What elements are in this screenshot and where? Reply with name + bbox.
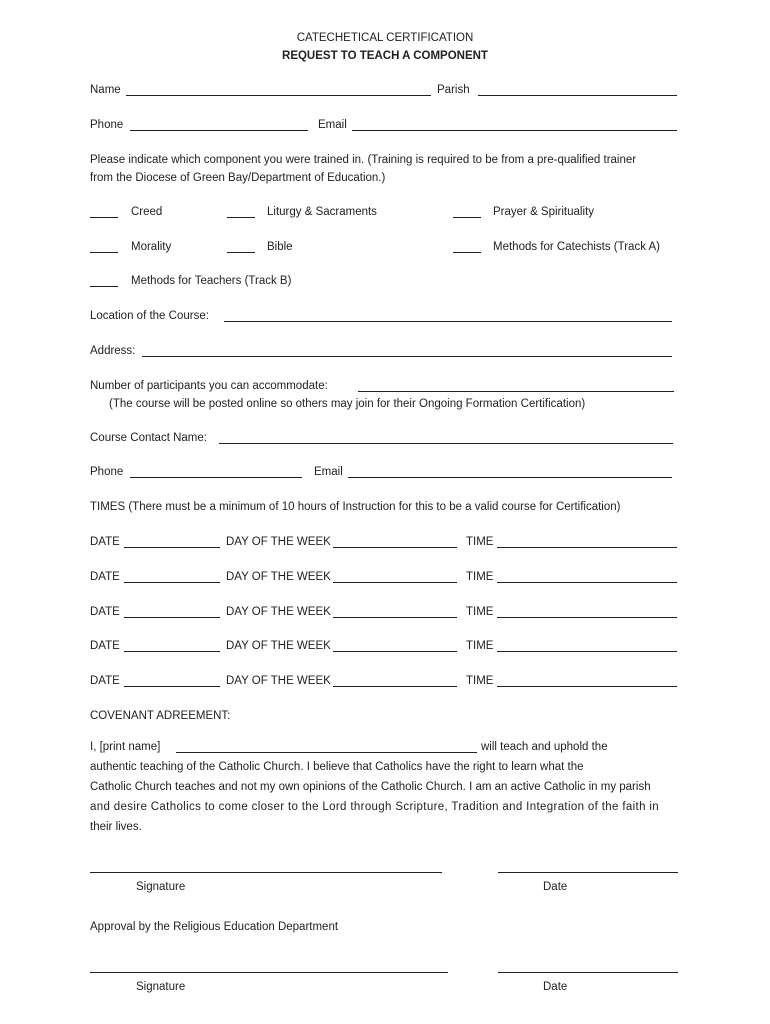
contact-field[interactable] (219, 443, 673, 444)
time-field[interactable] (497, 617, 677, 618)
day-field[interactable] (333, 617, 457, 618)
date-field[interactable] (124, 686, 220, 687)
time-field[interactable] (497, 582, 677, 583)
covenant-will: will teach and uphold the (481, 741, 608, 753)
date-field[interactable] (124, 651, 220, 652)
signature-label: Signature (136, 881, 186, 893)
date-field[interactable] (124, 617, 220, 618)
signature-field[interactable] (90, 872, 442, 873)
email-label: Email (318, 119, 347, 131)
date-field[interactable] (124, 547, 220, 548)
time-field[interactable] (497, 547, 677, 548)
course-phone-label: Phone (90, 466, 124, 478)
prayer-checkbox[interactable] (453, 217, 481, 218)
methods-catechists-checkbox[interactable] (453, 252, 481, 253)
date-label: DATE (90, 571, 120, 583)
time-label: TIME (466, 640, 494, 652)
liturgy-label: Liturgy & Sacraments (267, 206, 377, 218)
form-title: CATECHETICAL CERTIFICATION (296, 32, 474, 44)
methods-teachers-label: Methods for Teachers (Track B) (131, 275, 292, 287)
time-label: TIME (466, 536, 494, 548)
covenant-line-3: Catholic Church teaches and not my own opinions of the Catholic Church. I am an active Catholic in my parish (90, 781, 651, 793)
covenant-intro: I, [print name] (90, 741, 161, 753)
covenant-line-5: their lives. (90, 821, 142, 833)
date-label: DATE (90, 675, 120, 687)
email-field[interactable] (352, 130, 677, 131)
approval-signature-field[interactable] (90, 972, 448, 973)
creed-checkbox[interactable] (90, 217, 118, 218)
approval-date-label: Date (543, 981, 568, 993)
day-label: DAY OF THE WEEK (226, 571, 331, 583)
time-label: TIME (466, 675, 494, 687)
creed-label: Creed (131, 206, 163, 218)
signature-date-field[interactable] (498, 872, 678, 873)
phone-field[interactable] (130, 130, 308, 131)
covenant-heading: COVENANT ADREEMENT: (90, 710, 231, 722)
course-email-field[interactable] (348, 477, 672, 478)
name-field[interactable] (126, 95, 431, 96)
prayer-label: Prayer & Spirituality (493, 206, 594, 218)
morality-checkbox[interactable] (90, 252, 118, 253)
day-label: DAY OF THE WEEK (226, 675, 331, 687)
name-label: Name (90, 84, 121, 96)
contact-label: Course Contact Name: (90, 432, 207, 444)
day-label: DAY OF THE WEEK (226, 606, 331, 618)
covenant-line-4: and desire Catholics to come closer to the Lord through Scripture, Tradition and Integration of the faith in (90, 801, 660, 813)
participants-field[interactable] (358, 391, 674, 392)
location-field[interactable] (224, 321, 672, 322)
participants-label: Number of participants you can accommodate: (90, 380, 328, 392)
date-label: DATE (90, 640, 120, 652)
time-label: TIME (466, 571, 494, 583)
day-field[interactable] (333, 686, 457, 687)
day-field[interactable] (333, 547, 457, 548)
phone-label: Phone (90, 119, 124, 131)
date-label: DATE (90, 536, 120, 548)
location-label: Location of the Course: (90, 310, 209, 322)
time-field[interactable] (497, 686, 677, 687)
times-heading: TIMES (There must be a minimum of 10 hours of Instruction for this to be a valid course for Certification) (90, 501, 621, 513)
approval-date-field[interactable] (498, 972, 678, 973)
day-field[interactable] (333, 582, 457, 583)
instructions-line-2: from the Diocese of Green Bay/Department of Education.) (90, 172, 386, 184)
approval-label: Approval by the Religious Education Department (90, 921, 339, 933)
course-email-label: Email (314, 466, 343, 478)
date-field[interactable] (124, 582, 220, 583)
liturgy-checkbox[interactable] (227, 217, 255, 218)
instructions-line-1: Please indicate which component you were trained in. (Training is required to be from a pre-qualified trainer (90, 154, 637, 166)
form-subtitle: REQUEST TO TEACH A COMPONENT (282, 50, 488, 62)
methods-teachers-checkbox[interactable] (90, 286, 118, 287)
morality-label: Morality (131, 241, 172, 253)
bible-checkbox[interactable] (227, 252, 255, 253)
course-phone-field[interactable] (130, 477, 302, 478)
address-field[interactable] (142, 356, 672, 357)
time-field[interactable] (497, 651, 677, 652)
day-field[interactable] (333, 651, 457, 652)
approval-signature-label: Signature (136, 981, 186, 993)
participants-note: (The course will be posted online so others may join for their Ongoing Formation Certification) (109, 398, 586, 410)
parish-field[interactable] (478, 95, 677, 96)
day-label: DAY OF THE WEEK (226, 640, 331, 652)
date-label: DATE (90, 606, 120, 618)
address-label: Address: (90, 345, 136, 357)
covenant-line-2: authentic teaching of the Catholic Church. I believe that Catholics have the right to learn what the (90, 761, 584, 773)
bible-label: Bible (267, 241, 293, 253)
signature-date-label: Date (543, 881, 568, 893)
parish-label: Parish (437, 84, 470, 96)
methods-catechists-label: Methods for Catechists (Track A) (493, 241, 661, 253)
print-name-field[interactable] (176, 752, 477, 753)
time-label: TIME (466, 606, 494, 618)
day-label: DAY OF THE WEEK (226, 536, 331, 548)
